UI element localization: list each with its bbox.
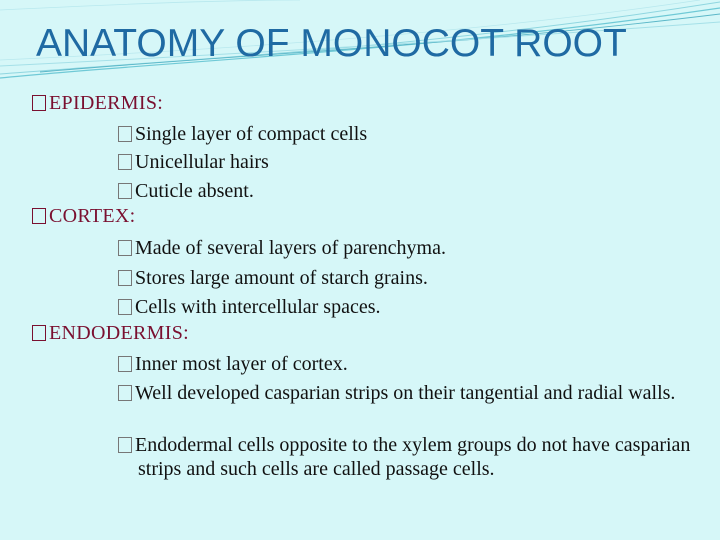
bullet-text: Well developed casparian strips on their tangential and radial walls. (135, 382, 676, 404)
bullet-item (118, 433, 698, 481)
bullet-text: Single layer of compact cells (135, 123, 368, 145)
bullet-icon (118, 270, 132, 286)
section-heading-label: EPIDERMIS: (49, 92, 164, 114)
bullet-icon (118, 385, 132, 401)
bullet-icon (32, 95, 46, 111)
bullet-item (118, 236, 446, 260)
bullet-text: Made of several layers of parenchyma. (135, 237, 446, 259)
bullet-item (118, 122, 367, 146)
bullet-icon (118, 437, 132, 453)
bullet-icon (118, 154, 132, 170)
section-heading-cortex (32, 205, 135, 228)
section-heading-endodermis (32, 322, 189, 345)
bullet-text: Cuticle absent. (135, 180, 254, 202)
bullet-item (118, 179, 254, 203)
bullet-item (118, 295, 380, 319)
bullet-icon (118, 299, 132, 315)
bullet-text: Cells with intercellular spaces. (135, 296, 381, 318)
bullet-icon (118, 183, 132, 199)
bullet-icon (118, 240, 132, 256)
bullet-text: Endodermal cells opposite to the xylem groups do not have casparian strips and such cells are called passage cells. (135, 434, 691, 480)
bullet-icon (32, 208, 46, 224)
bullet-icon (32, 325, 46, 341)
slide-title: ANATOMY OF MONOCOT ROOT (36, 22, 627, 65)
bullet-item (118, 352, 348, 376)
bullet-icon (118, 126, 132, 142)
bullet-item (118, 266, 428, 290)
bullet-icon (118, 356, 132, 372)
bullet-item (118, 381, 698, 405)
section-heading-label: ENDODERMIS: (49, 322, 189, 344)
bullet-text: Inner most layer of cortex. (135, 353, 348, 375)
bullet-text: Stores large amount of starch grains. (135, 267, 428, 289)
section-heading-epidermis (32, 92, 163, 115)
section-heading-label: CORTEX: (49, 205, 136, 227)
bullet-text: Unicellular hairs (135, 151, 269, 173)
bullet-item (118, 150, 269, 174)
